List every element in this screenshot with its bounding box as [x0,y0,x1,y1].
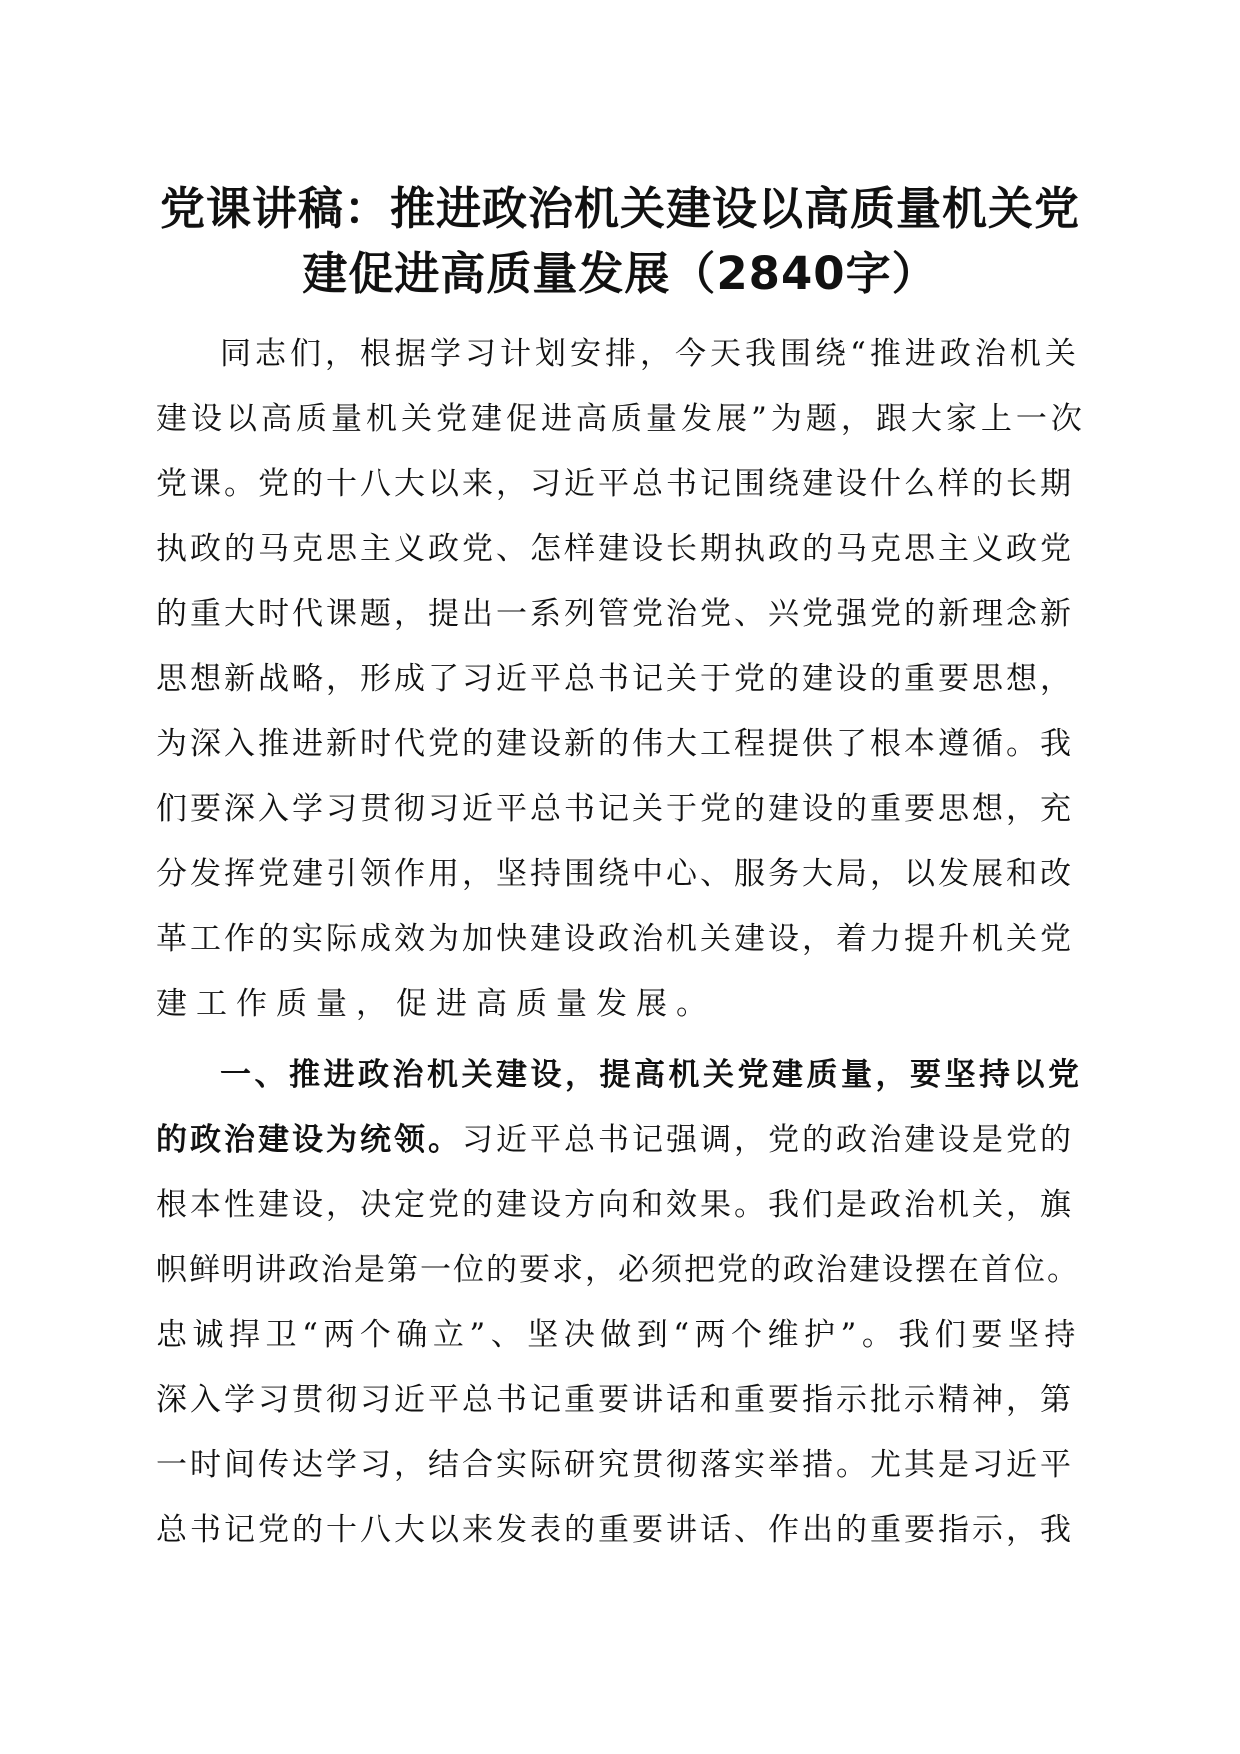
text-line: 一时间传达学习，结合实际研究贯彻落实举措。尤其是习近平 [156,1447,1074,1483]
text-line: 根本性建设，决定党的建设方向和效果。我们是政治机关，旗 [156,1187,1074,1223]
text-line: 忠诚捍卫“两个确立”、坚决做到“两个维护”。我们要坚持 [156,1317,1081,1353]
document-title [150,178,1090,308]
text-line: 建工作质量，促进高质量发展。 [156,986,716,1022]
title-line-2: 建促进高质量发展（2840字） [302,247,938,300]
text-line: 执政的马克思主义政党、怎样建设长期执政的马克思主义政党 [156,531,1074,567]
paragraph-intro [156,322,1086,1037]
text-fragment: 习近平总书记强调，党的政治建设是党的 [462,1122,1074,1158]
text-line: 为深入推进新时代党的建设新的伟大工程提供了根本遵循。我 [156,726,1074,762]
text-line: 思想新战略，形成了习近平总书记关于党的建设的重要思想， [156,661,1074,697]
paragraph-section-one [156,1043,1086,1563]
title-line-1: 党课讲稿：推进政治机关建设以高质量机关党 [159,182,1080,235]
text-line: 深入学习贯彻习近平总书记重要讲话和重要指示批示精神，第 [156,1382,1074,1418]
text-line: 们要深入学习贯彻习近平总书记关于党的建设的重要思想，充 [156,791,1074,827]
section-heading-end: 的政治建设为统领。 [156,1122,462,1158]
text-line [156,1108,1086,1173]
text-line: 的重大时代课题，提出一系列管党治党、兴党强党的新理念新 [156,596,1074,632]
text-line: 同志们，根据学习计划安排，今天我围绕“推进政治机关 [220,336,1080,372]
text-line: 帜鲜明讲政治是第一位的要求，必须把党的政治建设摆在首位。 [156,1252,1080,1288]
text-line: 分发挥党建引领作用，坚持围绕中心、服务大局，以发展和改 [156,856,1074,892]
text-line: 建设以高质量机关党建促进高质量发展”为题，跟大家上一次 [156,401,1086,437]
section-heading: 一、推进政治机关建设，提高机关党建质量，要坚持以党 [220,1057,1083,1093]
text-line: 总书记党的十八大以来发表的重要讲话、作出的重要指示，我 [156,1512,1074,1548]
text-line: 革工作的实际成效为加快建设政治机关建设，着力提升机关党 [156,921,1074,957]
document-body [156,322,1086,1563]
text-line: 党课。党的十八大以来，习近平总书记围绕建设什么样的长期 [156,466,1074,502]
